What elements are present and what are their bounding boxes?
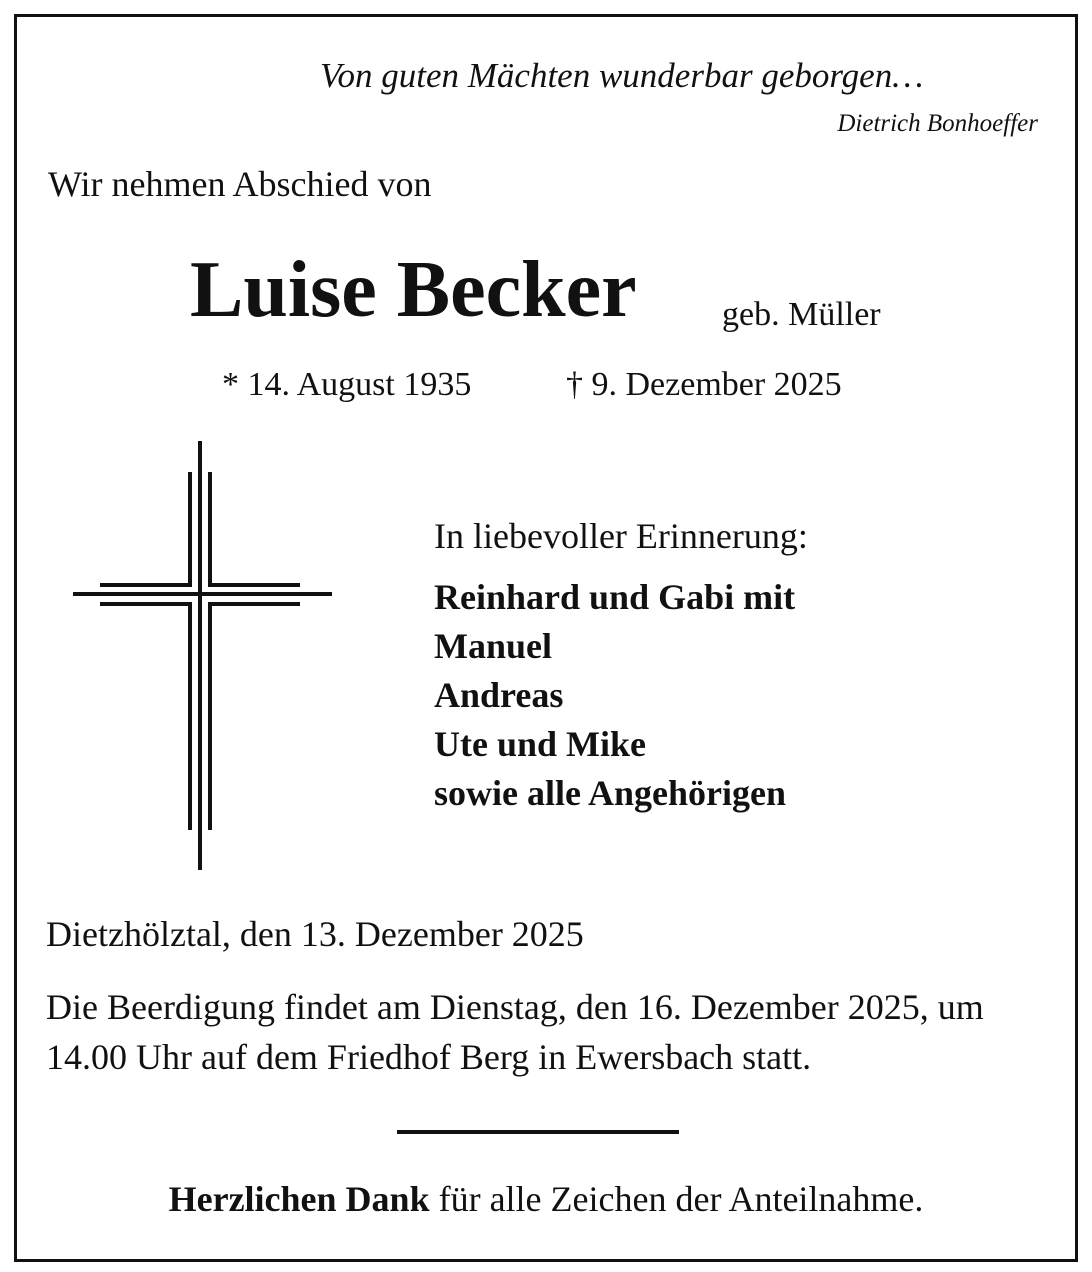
quote-text: Von guten Mächten wunderbar geborgen… — [320, 56, 924, 95]
mourner-line: Ute und Mike — [434, 724, 647, 764]
cross-icon — [60, 430, 350, 880]
death-date: † 9. Dezember 2025 — [566, 366, 842, 403]
place-date: Dietzhölztal, den 13. Dezember 2025 — [46, 914, 584, 954]
thanks-line — [0, 1178, 1092, 1220]
mourner-line: sowie alle Angehörigen — [434, 773, 786, 813]
memory-heading: In liebevoller Erinnerung: — [434, 516, 808, 556]
mourner-line: Reinhard und Gabi mit — [434, 577, 796, 617]
maiden-name: geb. Müller — [722, 296, 881, 333]
mourner-line: Manuel — [434, 626, 553, 666]
mourner-line: Andreas — [434, 675, 564, 715]
intro-text: Wir nehmen Abschied von — [48, 164, 432, 204]
divider — [397, 1130, 679, 1134]
deceased-name: Luise Becker — [190, 246, 637, 334]
mourners-list — [434, 573, 795, 818]
funeral-info: Die Beerdigung findet am Dienstag, den 16. Dezember 2025, um 14.00 Uhr auf dem Friedhof Berg in Ewersbach statt. — [46, 987, 984, 1077]
thanks-rest: für alle Zeichen der Anteilnahme. — [429, 1179, 924, 1219]
quote-author: Dietrich Bonhoeffer — [837, 110, 1038, 137]
birth-date: * 14. August 1935 — [222, 366, 472, 403]
thanks-bold: Herzlichen Dank — [168, 1179, 430, 1219]
